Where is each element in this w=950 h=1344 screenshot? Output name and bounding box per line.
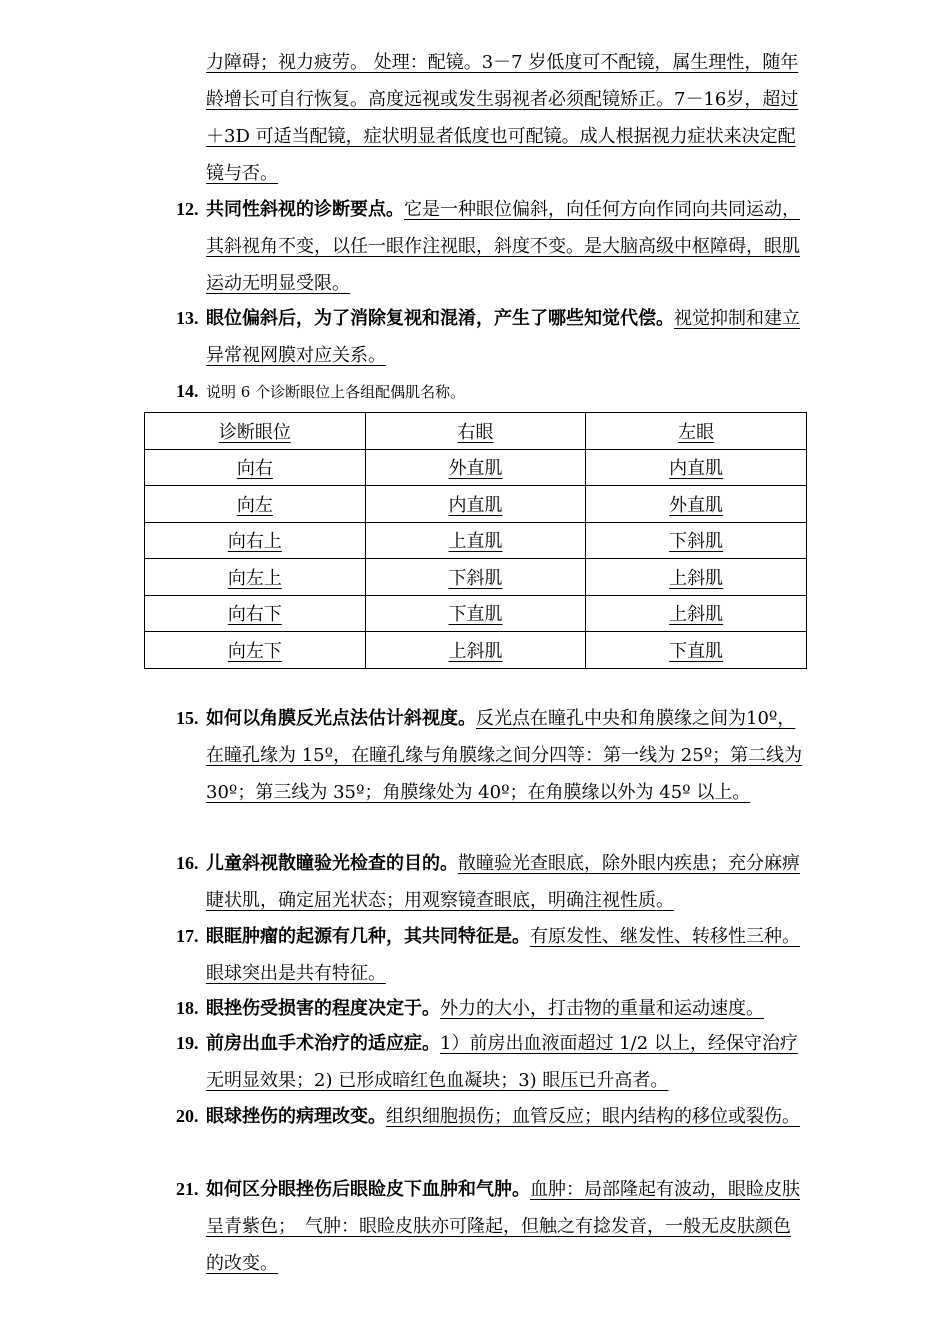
table-cell: 下直肌 xyxy=(586,632,807,669)
table-cell: 向右上 xyxy=(145,522,366,559)
question-text: 儿童斜视散瞳验光检查的目的。 xyxy=(206,853,458,874)
table-cell: 向左下 xyxy=(145,632,366,669)
table-header-cell: 右眼 xyxy=(365,413,586,450)
question-16 xyxy=(176,845,808,919)
answer-text: 组织细胞损伤；血管反应；眼内结构的移位或裂伤。 xyxy=(386,1106,800,1127)
question-19 xyxy=(176,1025,808,1099)
intro-answer-block xyxy=(206,44,808,192)
table-header-row xyxy=(145,413,807,450)
question-number: 17. xyxy=(176,926,199,946)
table-header-cell: 左眼 xyxy=(586,413,807,450)
answer-text: 反光点在瞳孔中央和角膜缘之间为10º，在瞳孔缘为 15º，在瞳孔缘与角膜缘之间分四等：第一线为 25º；第二线为 30º；第三线为 35º；角膜缘处为 40º；在角膜缘以外为 45º 以上。 xyxy=(206,708,803,803)
table-cell: 上直肌 xyxy=(365,522,586,559)
question-number: 14. xyxy=(176,381,199,401)
question-number: 19. xyxy=(176,1033,199,1053)
question-text: 前房出血手术治疗的适应症。 xyxy=(206,1033,440,1054)
question-20 xyxy=(176,1098,808,1135)
question-number: 12. xyxy=(176,199,199,219)
answer-text: 视觉抑制和建立异常视网膜对应关系。 xyxy=(206,308,800,366)
answer-text: 它是一种眼位偏斜，向任何方向作同向共同运动，其斜视角不变，以任一眼作注视眼，斜度不变。是大脑高级中枢障碍，眼肌运动无明显受限。 xyxy=(206,199,800,294)
table-cell: 外直肌 xyxy=(586,486,807,523)
question-number: 21. xyxy=(176,1179,199,1199)
intro-answer: 力障碍；视力疲劳。 处理：配镜。3－7 岁低度可不配镜，属生理性，随年龄增长可自行恢复。高度远视或发生弱视者必须配镜矫正。7－16岁，超过＋3D 可适当配镜，症状明显者低度也可配镜。成人根据视力症状来决定配镜与否。 xyxy=(206,52,799,184)
question-12 xyxy=(176,191,808,302)
table-row xyxy=(145,559,807,596)
question-number: 18. xyxy=(176,998,199,1018)
yoke-muscle-table xyxy=(144,412,807,669)
table-cell: 向右下 xyxy=(145,595,366,632)
table-cell: 向右 xyxy=(145,449,366,486)
table-cell: 上斜肌 xyxy=(586,559,807,596)
question-number: 16. xyxy=(176,853,199,873)
table-cell: 内直肌 xyxy=(365,486,586,523)
table-cell: 下直肌 xyxy=(365,595,586,632)
table-cell: 向左 xyxy=(145,486,366,523)
question-number: 13. xyxy=(176,308,199,328)
answer-text: 血肿：局部隆起有波动，眼睑皮肤呈青紫色； 气肿：眼睑皮肤亦可隆起，但触之有捻发音，一般无皮肤颜色的改变。 xyxy=(206,1179,800,1274)
question-text: 如何区分眼挫伤后眼睑皮下血肿和气肿。 xyxy=(206,1179,530,1200)
question-text: 共同性斜视的诊断要点。 xyxy=(206,199,404,220)
question-15 xyxy=(176,700,808,811)
table-cell: 下斜肌 xyxy=(365,559,586,596)
table-row xyxy=(145,522,807,559)
answer-text: 外力的大小，打击物的重量和运动速度。 xyxy=(440,998,764,1019)
table-cell: 上斜肌 xyxy=(365,632,586,669)
table-cell: 外直肌 xyxy=(365,449,586,486)
table-cell: 向左上 xyxy=(145,559,366,596)
question-17 xyxy=(176,918,808,992)
question-14 xyxy=(176,373,808,411)
question-text: 眼位偏斜后，为了消除复视和混淆，产生了哪些知觉代偿。 xyxy=(206,308,674,329)
question-text: 眼眶肿瘤的起源有几种，其共同特征是。 xyxy=(206,926,530,947)
table-row xyxy=(145,486,807,523)
question-18 xyxy=(176,990,808,1027)
table-cell: 内直肌 xyxy=(586,449,807,486)
question-text: 说明 6 个诊断眼位上各组配偶肌名称。 xyxy=(206,383,466,401)
question-number: 15. xyxy=(176,708,199,728)
answer-text: 有原发性、继发性、转移性三种。眼球突出是共有特征。 xyxy=(206,926,800,984)
table-row xyxy=(145,595,807,632)
question-text: 如何以角膜反光点法估计斜视度。 xyxy=(206,708,476,729)
answer-text: 1）前房出血液面超过 1/2 以上，经保守治疗无明显效果；2) 已形成暗红色血凝块；3) 眼压已升高者。 xyxy=(206,1033,798,1091)
question-21 xyxy=(176,1171,808,1282)
question-text: 眼挫伤受损害的程度决定于。 xyxy=(206,998,440,1019)
table-cell: 上斜肌 xyxy=(586,595,807,632)
question-text: 眼球挫伤的病理改变。 xyxy=(206,1106,386,1127)
question-number: 20. xyxy=(176,1106,199,1126)
table-row xyxy=(145,449,807,486)
table-row xyxy=(145,632,807,669)
question-13 xyxy=(176,300,808,374)
table-cell: 下斜肌 xyxy=(586,522,807,559)
answer-text: 散瞳验光查眼底，除外眼内疾患；充分麻痹睫状肌，确定屈光状态；用观察镜查眼底，明确注视性质。 xyxy=(206,853,800,911)
table-header-cell: 诊断眼位 xyxy=(145,413,366,450)
